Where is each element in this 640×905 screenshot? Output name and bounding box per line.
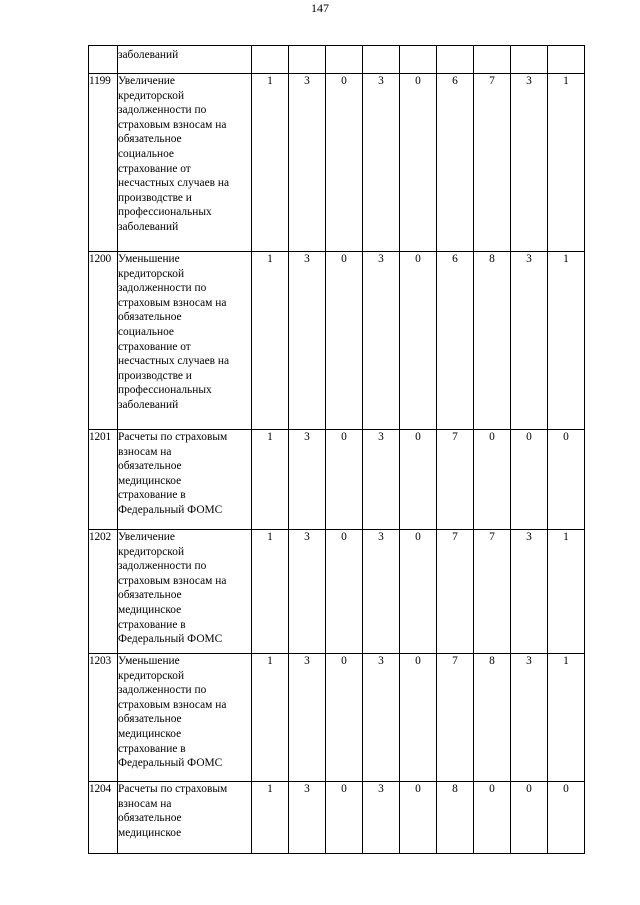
code-digit-cell: 8 — [437, 782, 474, 854]
code-digit-cell: 3 — [511, 654, 548, 782]
code-digit-cell: 3 — [363, 654, 400, 782]
table-row — [89, 530, 585, 654]
budget-classification-table — [88, 45, 585, 854]
code-digit-cell: 1 — [548, 654, 585, 782]
table-row — [89, 654, 585, 782]
row-number-cell: 1202 — [89, 530, 118, 654]
code-digit-cell: 0 — [400, 252, 437, 430]
code-digit-cell: 1 — [252, 252, 289, 430]
code-digit-cell — [400, 46, 437, 74]
code-digit-cell — [252, 46, 289, 74]
code-digit-cell: 0 — [511, 782, 548, 854]
code-digit-cell — [437, 46, 474, 74]
row-number-cell: 1200 — [89, 252, 118, 430]
code-digit-cell: 1 — [548, 74, 585, 252]
code-digit-cell: 6 — [437, 252, 474, 430]
code-digit-cell: 0 — [474, 782, 511, 854]
row-number-cell — [89, 46, 118, 74]
code-digit-cell: 0 — [326, 654, 363, 782]
row-number-cell: 1204 — [89, 782, 118, 854]
code-digit-cell — [474, 46, 511, 74]
code-digit-cell: 0 — [548, 430, 585, 530]
table-row — [89, 430, 585, 530]
code-digit-cell: 3 — [289, 782, 326, 854]
table-row — [89, 46, 585, 74]
code-digit-cell: 3 — [363, 252, 400, 430]
table-row — [89, 74, 585, 252]
code-digit-cell: 3 — [363, 782, 400, 854]
code-digit-cell: 3 — [511, 530, 548, 654]
code-digit-cell: 0 — [400, 530, 437, 654]
code-digit-cell: 7 — [437, 654, 474, 782]
code-digit-cell: 7 — [437, 530, 474, 654]
row-number-cell: 1199 — [89, 74, 118, 252]
code-digit-cell: 1 — [252, 430, 289, 530]
code-digit-cell: 0 — [400, 782, 437, 854]
row-description-cell: Уменьшение кредиторской задолженности по страховым взносам на обязательное медицинское страхование в Федеральный ФОМС — [118, 654, 252, 782]
row-description-cell: заболеваний — [118, 46, 252, 74]
row-description-cell: Расчеты по страховым взносам на обязательное медицинское страхование в Федеральный ФОМС — [118, 430, 252, 530]
code-digit-cell: 8 — [474, 654, 511, 782]
table-row — [89, 252, 585, 430]
code-digit-cell: 0 — [326, 430, 363, 530]
page-number: 147 — [311, 1, 329, 15]
code-digit-cell: 8 — [474, 252, 511, 430]
code-digit-cell: 0 — [326, 74, 363, 252]
code-digit-cell: 3 — [511, 252, 548, 430]
row-number-cell: 1201 — [89, 430, 118, 530]
code-digit-cell: 6 — [437, 74, 474, 252]
code-digit-cell: 1 — [252, 782, 289, 854]
code-digit-cell: 1 — [548, 252, 585, 430]
code-digit-cell — [326, 46, 363, 74]
code-digit-cell: 0 — [326, 782, 363, 854]
code-digit-cell: 0 — [474, 430, 511, 530]
row-description-cell: Расчеты по страховым взносам на обязательное медицинское — [118, 782, 252, 854]
code-digit-cell — [363, 46, 400, 74]
code-digit-cell: 3 — [289, 252, 326, 430]
code-digit-cell: 0 — [326, 530, 363, 654]
code-digit-cell: 3 — [363, 430, 400, 530]
row-description-cell: Уменьшение кредиторской задолженности по страховым взносам на обязательное социальное страхование от несчастных случаев на производстве и профессиональных заболеваний — [118, 252, 252, 430]
row-description-cell: Увеличение кредиторской задолженности по страховым взносам на обязательное медицинское страхование в Федеральный ФОМС — [118, 530, 252, 654]
code-digit-cell: 0 — [326, 252, 363, 430]
code-digit-cell: 3 — [289, 430, 326, 530]
code-digit-cell: 7 — [437, 430, 474, 530]
table-row — [89, 782, 585, 854]
code-digit-cell: 3 — [363, 530, 400, 654]
code-digit-cell: 0 — [511, 430, 548, 530]
code-digit-cell: 3 — [363, 74, 400, 252]
row-number-cell: 1203 — [89, 654, 118, 782]
code-digit-cell: 0 — [400, 74, 437, 252]
code-digit-cell: 1 — [252, 654, 289, 782]
row-description-cell: Увеличение кредиторской задолженности по страховым взносам на обязательное социальное страхование от несчастных случаев на производстве и профессиональных заболеваний — [118, 74, 252, 252]
code-digit-cell: 3 — [289, 530, 326, 654]
code-digit-cell: 1 — [252, 530, 289, 654]
code-digit-cell — [548, 46, 585, 74]
code-digit-cell: 7 — [474, 74, 511, 252]
code-digit-cell: 0 — [400, 430, 437, 530]
code-digit-cell: 3 — [289, 654, 326, 782]
code-digit-cell — [289, 46, 326, 74]
code-digit-cell — [511, 46, 548, 74]
code-digit-cell: 0 — [400, 654, 437, 782]
code-digit-cell: 3 — [289, 74, 326, 252]
code-digit-cell: 0 — [548, 782, 585, 854]
code-digit-cell: 1 — [548, 530, 585, 654]
code-digit-cell: 1 — [252, 74, 289, 252]
code-digit-cell: 3 — [511, 74, 548, 252]
code-digit-cell: 7 — [474, 530, 511, 654]
